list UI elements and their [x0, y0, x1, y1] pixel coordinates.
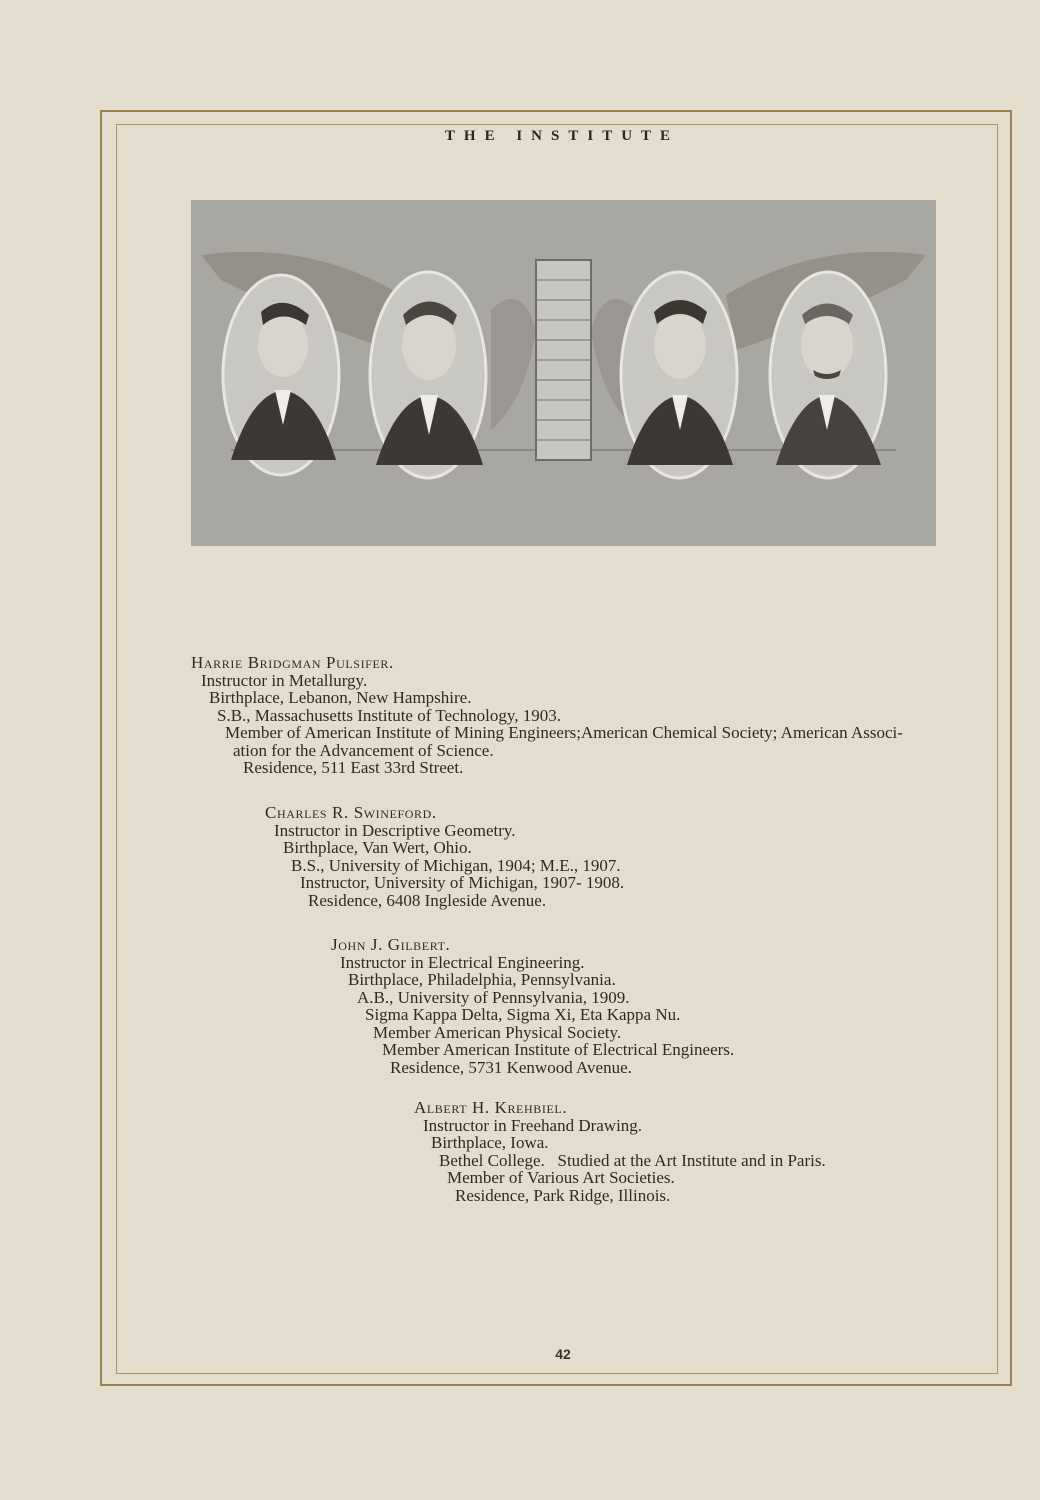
portrait-panel	[191, 200, 936, 546]
bio-line: Residence, 511 East 33rd Street.	[243, 758, 464, 777]
bio-gilbert	[331, 936, 734, 1076]
bio-line: Residence, Park Ridge, Illinois.	[455, 1185, 671, 1205]
portrait-4	[770, 272, 886, 478]
bio-line: B.S., University of Michigan, 1904; M.E., 1907.	[291, 855, 621, 875]
bio-line: Instructor in Metallurgy.	[201, 670, 368, 690]
bio-line: Member American Institute of Electrical Engineers.	[382, 1040, 735, 1059]
portrait-2	[370, 272, 486, 478]
bio-line: Birthplace, Iowa.	[431, 1133, 549, 1152]
bio-name: John J. Gilbert.	[331, 935, 451, 954]
bio-pulsifer	[191, 654, 903, 777]
bio-line: Sigma Kappa Delta, Sigma Xi, Eta Kappa Nu.	[365, 1005, 681, 1024]
bio-name: Charles R. Swineford.	[265, 803, 437, 822]
bio-line: Instructor, University of Michigan, 1907- 1908.	[300, 873, 625, 892]
bio-line: Instructor in Electrical Engineering.	[340, 952, 585, 972]
portrait-panel-illustration	[191, 200, 936, 546]
bio-line: Residence, 6408 Ingleside Avenue.	[308, 890, 547, 910]
bio-line: Member American Physical Society.	[373, 1022, 622, 1042]
bio-line: Birthplace, Philadelphia, Pennsylvania.	[348, 970, 616, 989]
bio-line: A.B., University of Pennsylvania, 1909.	[357, 987, 630, 1007]
page-number: 42	[555, 1346, 571, 1362]
bio-line: ation for the Advancement of Science.	[233, 740, 494, 760]
bio-line: Bethel College. Studied at the Art Institute and in Paris.	[439, 1150, 826, 1170]
portrait-3	[621, 272, 737, 478]
bio-krehbiel	[414, 1099, 826, 1204]
bio-line: Instructor in Descriptive Geometry.	[274, 820, 516, 840]
bio-line: Member of American Institute of Mining Engineers;American Chemical Society; American Associ-	[225, 723, 903, 742]
bio-line: Birthplace, Lebanon, New Hampshire.	[209, 688, 472, 707]
bio-line: S.B., Massachusetts Institute of Technology, 1903.	[217, 705, 561, 725]
page-header: THE INSTITUTE	[444, 128, 680, 144]
bio-line: Residence, 5731 Kenwood Avenue.	[390, 1057, 632, 1077]
portrait-1	[223, 275, 339, 475]
bio-line: Birthplace, Van Wert, Ohio.	[283, 838, 472, 857]
bio-name: Harrie Bridgman Pulsifer.	[191, 653, 394, 672]
bio-swineford	[265, 804, 624, 909]
bio-line: Member of Various Art Societies.	[447, 1168, 675, 1187]
bio-name: Albert H. Krehbiel.	[414, 1098, 568, 1117]
bio-line: Instructor in Freehand Drawing.	[423, 1115, 643, 1135]
